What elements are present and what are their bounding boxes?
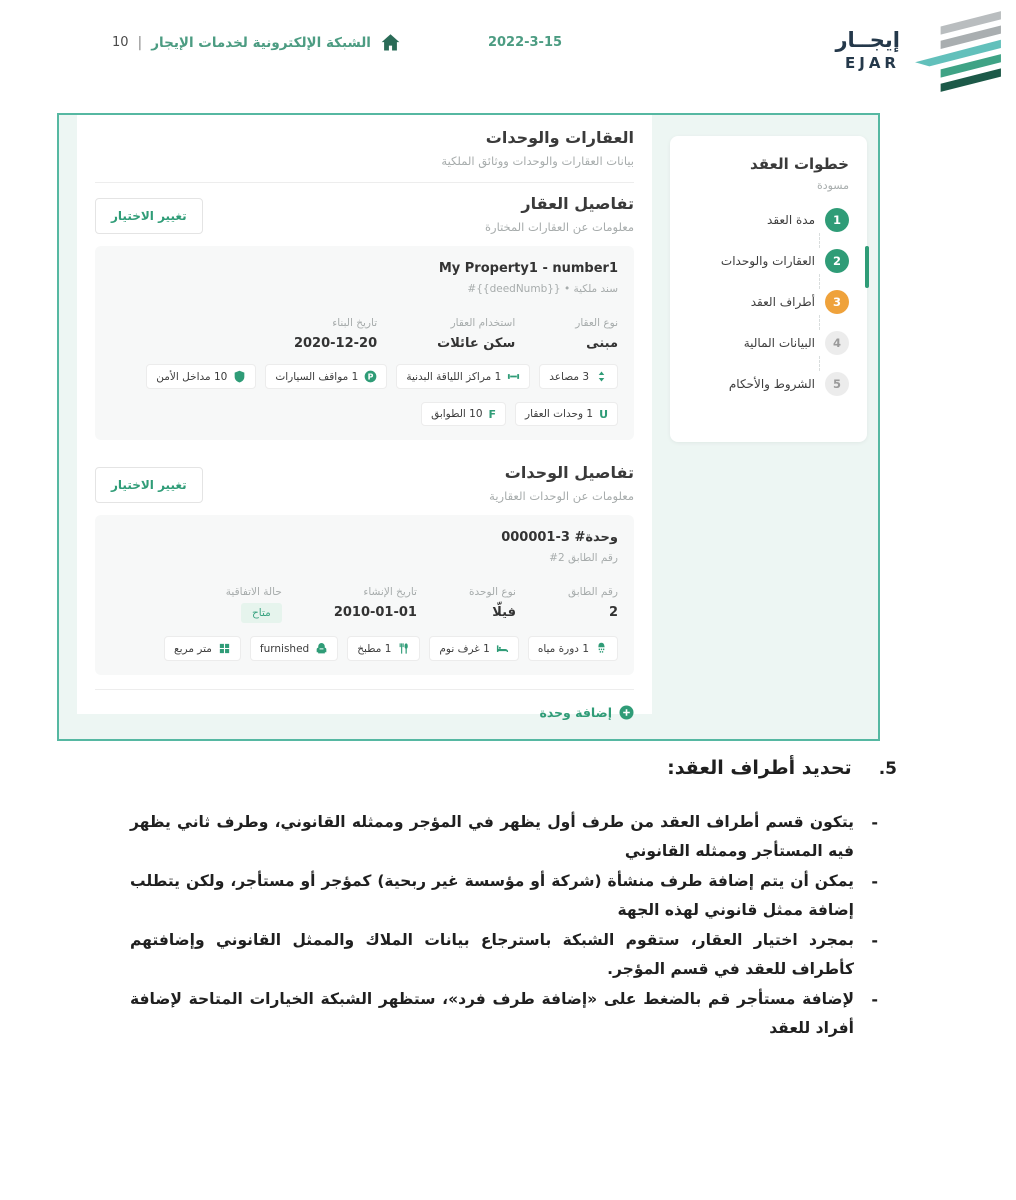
home-icon <box>380 32 401 53</box>
contract-status: مسودة <box>816 179 849 192</box>
chip-elevators <box>539 364 618 389</box>
chip-floors <box>421 402 506 426</box>
property-name: My Property1 - number1 <box>438 261 618 276</box>
parking-icon <box>364 370 377 383</box>
svg-text:P: P <box>367 372 374 382</box>
ejar-logo-arabic: إيجــار <box>835 28 900 53</box>
chip-bathrooms <box>528 636 618 661</box>
step-number-badge: 5 <box>825 372 849 396</box>
chip-furnished <box>250 636 338 661</box>
doc-bullet <box>130 926 878 984</box>
status-badge: متاح <box>241 603 282 623</box>
chip-label: furnished <box>259 642 310 655</box>
area-grid-icon <box>218 642 231 655</box>
doc-bullet-list <box>130 808 878 1044</box>
bullet-dash: - <box>871 990 878 1009</box>
unit-section-header <box>95 454 634 503</box>
section-title: العقارات والوحدات <box>485 128 634 147</box>
step-label: الشروط والأحكام <box>728 377 815 391</box>
field-property-use: استخدام العقار سكن عائلات <box>437 317 516 351</box>
ejar-logo-mark-icon <box>906 4 1010 96</box>
property-titles <box>485 185 634 234</box>
ejar-logo-latin: EJAR <box>845 53 900 72</box>
chip-label: 1 غرف نوم <box>439 642 490 655</box>
steps-list <box>688 207 849 397</box>
chip-area <box>164 636 241 661</box>
floors-icon: F <box>488 407 497 421</box>
chip-label: 1 مطبخ <box>357 642 392 655</box>
doc-bullet <box>130 867 878 925</box>
chip-parking <box>265 364 387 389</box>
property-deed: سند ملكية • ‎#{{deedNumb}} <box>467 283 618 295</box>
property-section-subtitle: معلومات عن العقارات المختارة <box>485 220 634 234</box>
doc-item-number: 5. <box>878 759 897 779</box>
field-property-type: نوع العقار مبنى <box>575 317 618 351</box>
elevator-icon <box>595 370 608 383</box>
unit-name: وحدة# 3-000001 <box>501 530 618 545</box>
unit-section-title: تفاصيل الوحدات <box>504 463 634 482</box>
step-properties-units[interactable] <box>688 248 849 274</box>
shield-icon <box>233 370 246 383</box>
gym-icon <box>507 370 520 383</box>
unit-fields <box>111 586 618 623</box>
step-number-badge: 3 <box>825 290 849 314</box>
screenshot-frame <box>57 113 880 741</box>
step-label: العقارات والوحدات <box>720 254 815 268</box>
chip-label: 3 مصاعد <box>549 370 589 383</box>
step-label: مدة العقد <box>767 213 815 227</box>
utensils-icon <box>397 642 410 655</box>
unit-section-subtitle: معلومات عن الوحدات العقارية <box>489 489 634 503</box>
property-section-header <box>95 185 634 234</box>
step-connector <box>819 233 820 248</box>
step-connector <box>819 274 820 289</box>
steps-title: خطوات العقد <box>750 155 849 173</box>
bullet-text: لإضافة مستأجر قم بالضغط على «إضافة طرف فرد»، ستظهر الشبكة الخيارات المتاحة لإضافة أفراد للعقد <box>130 990 854 1037</box>
change-property-button[interactable]: تغيير الاختيار <box>95 198 203 234</box>
step-financial-data[interactable] <box>688 330 849 356</box>
header-separator: | <box>137 34 143 51</box>
chip-fitness-centers <box>396 364 530 389</box>
chip-label: 1 مراكز اللياقة البدنية <box>406 370 502 383</box>
bullet-text: يتكون قسم أطراف العقد من طرف أول يظهر في المؤجر وممثله القانوني، وطرف ثاني يظهر فيه المستأجر وممثله القانوني <box>130 813 854 860</box>
unit-amenity-chips <box>111 636 618 661</box>
add-unit-label: إضافة وحدة <box>539 705 612 720</box>
chip-label: 1 مواقف السيارات <box>275 370 359 383</box>
unit-floor-ref: رقم الطابق ‎#2 <box>549 552 618 564</box>
header-left <box>112 32 401 53</box>
properties-units-card <box>77 115 652 720</box>
shower-icon <box>595 642 608 655</box>
property-amenity-chips-row1 <box>111 364 618 389</box>
chip-bedrooms <box>429 636 518 661</box>
step-label: البيانات المالية <box>743 336 815 350</box>
field-creation-date: تاريخ الإنشاء 2010-01-01 <box>333 586 417 620</box>
bullet-dash: - <box>871 931 878 950</box>
bullet-text: بمجرد اختيار العقار، ستقوم الشبكة باسترجاع بيانات الملاك والممثل القانوني وإضافتهم كأطراف للعقد في قسم المؤجر. <box>130 931 854 978</box>
divider <box>95 689 634 690</box>
chip-security-entrances <box>146 364 256 389</box>
armchair-icon <box>315 642 328 655</box>
chip-label: 10 مداخل الأمن <box>156 370 228 383</box>
property-summary-card <box>95 246 634 440</box>
chip-label: 1 دورة مياه <box>537 642 589 655</box>
active-step-indicator <box>865 246 869 288</box>
add-unit-button[interactable] <box>95 705 634 720</box>
step-contract-duration[interactable] <box>688 207 849 233</box>
divider <box>95 182 634 183</box>
doc-heading-row <box>667 757 897 779</box>
step-number-badge: 2 <box>825 249 849 273</box>
property-section-title: تفاصيل العقار <box>521 194 634 213</box>
bed-icon <box>496 642 509 655</box>
ejar-logo-text <box>835 28 900 71</box>
step-contract-parties[interactable] <box>688 289 849 315</box>
bullet-text: يمكن أن يتم إضافة طرف منشأة (شركة أو مؤسسة غير ربحية) كمؤجر أو مستأجر، ولكن يتطلب إضافة ممثل قانوني لهذه الجهة <box>130 872 854 919</box>
bullet-dash: - <box>871 813 878 832</box>
chip-label: 1 وحدات العقار <box>525 408 594 420</box>
field-unit-type: نوع الوحدة فيلّا <box>468 586 516 620</box>
property-amenity-chips-row2 <box>111 402 618 426</box>
units-icon: U <box>599 407 608 421</box>
section-subtitle: بيانات العقارات والوحدات ووثائق الملكية <box>441 154 634 168</box>
chip-kitchen <box>347 636 420 661</box>
step-label: أطراف العقد <box>750 295 815 309</box>
page-number: 10 <box>112 35 129 50</box>
bullet-dash: - <box>871 872 878 891</box>
unit-titles <box>489 454 634 503</box>
step-terms-conditions[interactable] <box>688 371 849 397</box>
field-agreement-status: حالة الاتفاقية متاح <box>226 586 282 623</box>
step-number-badge: 4 <box>825 331 849 355</box>
field-build-date: تاريخ البناء 2020-12-20 <box>293 317 378 351</box>
change-unit-button[interactable]: تغيير الاختيار <box>95 467 203 503</box>
doc-bullet <box>130 985 878 1043</box>
doc-heading: تحديد أطراف العقد: <box>667 757 852 779</box>
header-date: 2022-3-15 <box>487 35 563 50</box>
site-title: الشبكة الإلكترونية لخدمات الإيجار <box>151 34 371 51</box>
plus-circle-icon <box>619 705 634 720</box>
step-number-badge: 1 <box>825 208 849 232</box>
contract-steps-panel <box>670 136 867 442</box>
chip-label: متر مربع <box>174 642 212 655</box>
step-connector <box>819 315 820 330</box>
doc-bullet <box>130 808 878 866</box>
ejar-logo <box>835 4 1010 96</box>
unit-summary-card <box>95 515 634 675</box>
chip-property-units <box>515 402 618 426</box>
chip-label: 10 الطوابق <box>431 408 483 420</box>
field-floor-number: رقم الطابق 2 <box>567 586 618 620</box>
step-connector <box>819 356 820 371</box>
property-fields <box>111 317 618 351</box>
